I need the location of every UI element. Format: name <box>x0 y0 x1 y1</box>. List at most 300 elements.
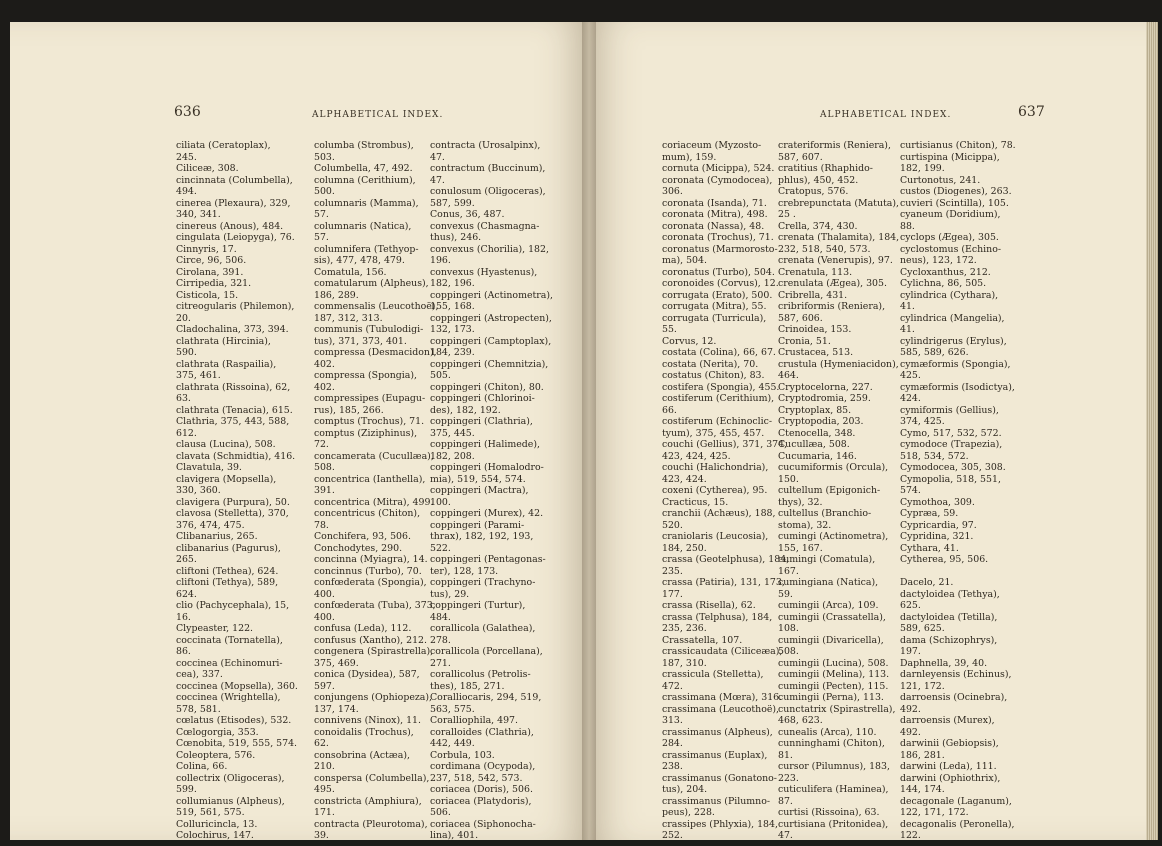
index-entry: Cymothoa, 309. <box>900 496 975 508</box>
index-entry: tus), 371, 373, 401. <box>314 335 407 347</box>
index-entry: lina), 401. <box>430 830 479 840</box>
index-entry: 587, 606. <box>778 312 823 324</box>
index-entry: crassimanus (Gonatono- <box>662 772 777 784</box>
index-entry: ciliata (Ceratoplax), <box>176 140 271 151</box>
index-entry: coxeni (Cytherea), 95. <box>662 485 768 496</box>
index-entry: stoma), 32. <box>778 519 832 531</box>
index-entry: 177. <box>662 588 683 600</box>
index-entry: clibanarius (Pagurus), <box>176 542 281 554</box>
index-entry: 402. <box>314 381 335 393</box>
index-entry: columnaris (Mamma), <box>314 197 419 209</box>
index-entry: 122, 171, 172. <box>900 807 969 818</box>
index-entry: 238. <box>662 761 683 772</box>
index-entry: Cypridina, 321. <box>900 531 974 542</box>
index-entry: craniolaris (Leucosia), <box>662 531 769 542</box>
page-number: 637 <box>1018 104 1045 120</box>
index-entry: 62. <box>314 738 329 749</box>
index-entry: coppingeri (Actinometra), <box>430 289 553 301</box>
index-column <box>176 140 298 840</box>
running-header: ALPHABETICAL INDEX. <box>312 110 444 120</box>
index-entry: 585, 589, 626. <box>900 347 969 358</box>
index-entry: concinna (Myiagra), 14. <box>314 554 428 565</box>
index-entry: crassa (Risella), 62. <box>662 600 756 611</box>
index-entry: cymodoce (Trapezia), <box>900 439 1003 450</box>
index-entry: cincinnata (Columbella), <box>176 174 293 186</box>
index-entry: 144, 174. <box>900 784 945 795</box>
index-entry: conspersa (Columbella), <box>314 772 430 784</box>
index-entry: 506. <box>430 807 451 818</box>
index-entry: Crustacea, 513. <box>778 347 854 358</box>
index-entry: corallicolus (Petrolis- <box>430 669 531 680</box>
index-entry: Coralliocaris, 294, 519, <box>430 692 542 703</box>
index-entry: sis), 477, 478, 479. <box>314 255 405 266</box>
index-entry: 223. <box>778 772 799 784</box>
index-entry: 597. <box>314 680 335 692</box>
index-entry: 47. <box>430 174 445 186</box>
index-entry: 55. <box>662 324 677 335</box>
index-entry: clathrata (Rissoina), 62, <box>176 381 291 393</box>
index-entry: corallicola (Porcellana), <box>430 646 543 657</box>
index-entry: cuvieri (Scintilla), 105. <box>900 197 1009 209</box>
index-entry: 375, 469. <box>314 657 359 669</box>
index-entry: 182, 208. <box>430 450 475 462</box>
index-entry: coriacea (Siphonocha- <box>430 818 536 830</box>
index-entry: crassimanus (Pilumno- <box>662 795 771 807</box>
index-entry: tus), 29. <box>430 588 470 600</box>
index-entry: cursor (Pilumnus), 183, <box>778 761 890 772</box>
index-entry: 66. <box>662 404 677 416</box>
index-entry: comptus (Ziziphinus), <box>314 427 418 439</box>
index-entry: coronata (Isanda), 71. <box>662 197 767 209</box>
index-entry: coronata (Cymodocea), <box>662 174 773 186</box>
index-entry: coccinea (Wrightella), <box>176 692 281 703</box>
index-entry: coronata (Nassa), 48. <box>662 220 765 232</box>
index-entry: coriacea (Doris), 506. <box>430 784 533 795</box>
index-entry: 375, 461. <box>176 370 221 381</box>
index-entry: 508. <box>778 646 799 657</box>
index-entry: cucumiformis (Orcula), <box>778 462 889 473</box>
index-column <box>430 140 553 840</box>
index-entry: 182, 196. <box>430 278 475 289</box>
index-entry: cumingii (Divaricella), <box>778 634 884 646</box>
index-entry: 271. <box>430 657 451 669</box>
index-entry: 612. <box>176 427 197 439</box>
index-entry: 237, 518, 542, 573. <box>430 772 523 784</box>
index-entry: coppingeri (Astropecten), <box>430 312 552 324</box>
index-entry: coppingeri (Trachyno- <box>430 577 536 588</box>
book-gutter <box>582 22 596 840</box>
index-entry: confœderata (Spongia), <box>314 577 427 588</box>
index-entry: 245. <box>176 151 197 163</box>
index-entry: dama (Schizophrys), <box>900 634 998 646</box>
index-entry: columba (Strombus), <box>314 140 414 151</box>
index-entry: Cucumaria, 146. <box>778 450 857 462</box>
index-entry: 171. <box>314 807 335 818</box>
index-entry: Cronia, 51. <box>778 335 831 347</box>
index-entry: concamerata (Cucullæa), <box>314 450 434 462</box>
index-entry: crassimanus (Euplax), <box>662 749 768 761</box>
index-entry: concentricus (Chiton), <box>314 508 421 519</box>
index-entry: 100. <box>430 496 451 508</box>
index-entry: conica (Dysidea), 587, <box>314 669 420 680</box>
index-entry: crassa (Telphusa), 184, <box>662 611 773 623</box>
index-entry: 59. <box>778 588 793 600</box>
index-entry: contracta (Pleurotoma), <box>314 818 428 830</box>
index-entry: 57. <box>314 209 329 220</box>
index-entry: 25 . <box>778 209 796 220</box>
index-entry: crustula (Hymeniacidon), <box>778 358 899 370</box>
index-entry: Conchifera, 93, 506. <box>314 531 411 542</box>
index-entry: decagonale (Laganum), <box>900 795 1012 807</box>
index-entry: coppingeri (Chemnitzia), <box>430 358 549 370</box>
index-entry: 47. <box>430 151 445 163</box>
index-entry: crenata (Thalamita), 184, <box>778 232 900 243</box>
index-entry: Conus, 36, 487. <box>430 209 505 220</box>
index-entry: costiferum (Cerithium), <box>662 393 775 404</box>
index-entry: clavosa (Stelletta), 370, <box>176 508 289 519</box>
index-entry: thes), 185, 271. <box>430 680 505 692</box>
index-entry: costata (Nerita), 70. <box>662 358 759 370</box>
index-entry: collumianus (Alpheus), <box>176 795 285 807</box>
index-entry: 187, 312, 313. <box>314 312 383 324</box>
index-entry: compressipes (Eupagu- <box>314 393 426 404</box>
index-entry: cuticulifera (Haminea), <box>778 784 889 795</box>
index-entry: confusus (Xantho), 212. <box>314 634 427 646</box>
index-entry: citreogularis (Philemon), <box>176 301 295 312</box>
index-entry: Cirripedia, 321. <box>176 278 252 289</box>
index-entry: darnleyensis (Echinus), <box>900 669 1012 680</box>
index-entry: conulosum (Oligoceras), <box>430 186 546 197</box>
index-entry: clathrata (Hircinia), <box>176 335 271 347</box>
index-entry: 508. <box>314 462 335 473</box>
index-entry: columnaris (Natica), <box>314 220 412 232</box>
page-number: 636 <box>174 104 201 120</box>
index-entry: Cinnyris, 17. <box>176 243 237 255</box>
index-entry: mum), 159. <box>662 151 717 163</box>
index-entry: ter), 128, 173. <box>430 565 499 577</box>
index-entry: comatularum (Alpheus), <box>314 278 429 289</box>
index-entry: 376, 474, 475. <box>176 519 245 531</box>
index-entry: cranchii (Achæus), 188, <box>662 508 776 519</box>
index-entry: cyaneum (Doridium), <box>900 209 1001 220</box>
index-entry: 492. <box>900 703 921 715</box>
index-entry: Cucullæa, 508. <box>778 439 850 450</box>
index-entry: communis (Tubulodigi- <box>314 324 424 335</box>
index-entry: conoidalis (Trochus), <box>314 726 414 738</box>
index-entry: costatus (Chiton), 83. <box>662 370 765 381</box>
index-entry: Cirolana, 391. <box>176 266 244 278</box>
index-entry: costifera (Spongia), 455. <box>662 381 780 393</box>
index-entry: 197. <box>900 646 921 657</box>
index-entry: Ctenocella, 348. <box>778 427 856 439</box>
index-entry: cingulata (Leiopyga), 76. <box>176 232 295 243</box>
index-entry: darroensis (Murex), <box>900 715 995 726</box>
index-entry: curtisi (Rissoina), 63. <box>778 807 880 818</box>
index-entry: costata (Colina), 66, 67. <box>662 347 776 358</box>
index-entry: Clathria, 375, 443, 588, <box>176 416 290 427</box>
index-entry: 72. <box>314 439 329 450</box>
index-entry: couchi (Halichondria), <box>662 462 769 473</box>
book-spread <box>10 22 1158 840</box>
index-entry: Cratopus, 576. <box>778 186 849 197</box>
index-entry: Crella, 374, 430. <box>778 220 858 232</box>
index-entry: coppingeri (Parami- <box>430 519 525 531</box>
index-entry: 78. <box>314 519 329 531</box>
index-entry: 505. <box>430 370 451 381</box>
index-entry: coccinea (Mopsella), 360. <box>176 680 298 692</box>
index-entry: cyclops (Ægea), 305. <box>900 232 999 243</box>
index-entry: coppingeri (Camptoplax), <box>430 335 552 347</box>
index-entry: 306. <box>662 186 683 197</box>
index-entry: coriacea (Platydoris), <box>430 795 532 807</box>
index-entry: cornuta (Micippa), 524. <box>662 163 775 174</box>
index-entry: Colina, 66. <box>176 761 228 772</box>
index-entry: 132, 173. <box>430 324 475 335</box>
index-entry: 625. <box>900 600 921 611</box>
index-entry: clavigera (Mopsella), <box>176 473 277 485</box>
index-entry: cymæformis (Spongia), <box>900 358 1011 370</box>
index-entry: Curtonotus, 241. <box>900 174 981 186</box>
running-header: ALPHABETICAL INDEX. <box>820 110 952 120</box>
index-gap <box>900 566 1016 578</box>
index-entry: coccinea (Echinomuri- <box>176 657 283 669</box>
index-entry: 87. <box>778 795 793 807</box>
index-entry: cunninghami (Chiton), <box>778 738 885 749</box>
index-entry: 137, 174. <box>314 703 359 715</box>
index-entry: 86. <box>176 646 191 657</box>
index-entry: 492. <box>900 726 921 738</box>
index-entry: crenulata (Ægea), 305. <box>778 278 887 289</box>
index-entry: darwini (Leda), 111. <box>900 761 997 772</box>
index-entry: cliftoni (Tethya), 589, <box>176 577 279 588</box>
index-entry: 590. <box>176 347 197 358</box>
index-entry: coppingeri (Chlorinoi- <box>430 393 535 404</box>
index-entry: coronatus (Marmorosto- <box>662 243 778 255</box>
index-entry: Dacelo, 21. <box>900 577 954 588</box>
index-entry: confusa (Leda), 112. <box>314 623 412 634</box>
index-entry: darwinii (Gebiopsis), <box>900 738 999 749</box>
index-entry: cinereus (Anous), 484. <box>176 220 284 232</box>
index-entry: corallicola (Galathea), <box>430 623 536 634</box>
index-entry: 121, 172. <box>900 680 945 692</box>
index-entry: Cypricardia, 97. <box>900 519 977 531</box>
index-entry: thrax), 182, 192, 193, <box>430 531 534 542</box>
index-entry: 232, 518, 540, 573. <box>778 243 871 255</box>
index-entry: cumingi (Comatula), <box>778 554 876 565</box>
index-entry: crassicaudata (Ciliceæa), <box>662 646 783 657</box>
index-entry: 108. <box>778 623 799 634</box>
index-entry: Clypeaster, 122. <box>176 623 254 634</box>
index-entry: coppingeri (Turtur), <box>430 600 526 611</box>
index-entry: 155, 168. <box>430 301 475 312</box>
index-entry: constricta (Amphiura), <box>314 795 422 807</box>
index-entry: cumingii (Crassatella), <box>778 611 886 623</box>
index-entry: costiferum (Echinoclic- <box>662 416 773 427</box>
index-entry: confœderata (Tuba), 373, <box>314 600 436 611</box>
index-entry: Comatula, 156. <box>314 266 387 278</box>
index-entry: conjungens (Ophiopeza), <box>314 692 433 703</box>
index-entry: cultellum (Epigonich- <box>778 485 881 496</box>
index-entry: cratitius (Rhaphido- <box>778 163 873 174</box>
index-entry: 500. <box>314 186 335 197</box>
index-entry: crateriformis (Reniera), <box>778 140 891 151</box>
index-entry: crassipes (Phlyxia), 184, <box>662 818 778 830</box>
index-entry: cribriformis (Reniera), <box>778 301 886 312</box>
index-entry: Crassatella, 107. <box>662 634 743 646</box>
index-entry: clathrata (Tenacia), 615. <box>176 404 293 416</box>
index-entry: 574. <box>900 485 921 496</box>
index-entry: cymæformis (Isodictya), <box>900 381 1015 393</box>
index-entry: cyclostomus (Echino- <box>900 243 1002 255</box>
index-entry: Circe, 96, 506. <box>176 255 247 266</box>
index-entry: 472. <box>662 680 683 692</box>
index-entry: cylindrigerus (Erylus), <box>900 335 1007 347</box>
page-edges-right <box>1146 22 1158 840</box>
index-entry: concinnus (Turbo), 70. <box>314 565 422 577</box>
index-entry: coppingeri (Mactra), <box>430 485 529 496</box>
index-entry: 375, 445. <box>430 427 475 439</box>
index-entry: convexus (Hyastenus), <box>430 266 538 278</box>
index-entry: coccinata (Tornatella), <box>176 634 283 646</box>
index-entry: Cisticola, 15. <box>176 289 239 301</box>
index-entry: phlus), 450, 452. <box>778 174 859 186</box>
index-entry: 20. <box>176 312 191 324</box>
index-entry: convexus (Chasmagna- <box>430 220 540 232</box>
index-entry: Cœlogorgia, 353. <box>176 726 259 738</box>
index-entry: 494. <box>176 186 197 197</box>
index-entry: 520. <box>662 519 683 531</box>
index-entry: Cryptopodia, 203. <box>778 416 864 427</box>
index-column <box>778 140 899 840</box>
index-entry: 47. <box>778 830 793 840</box>
index-entry: connivens (Ninox), 11. <box>314 715 421 726</box>
index-entry: Cryptocelorna, 227. <box>778 381 873 393</box>
index-entry: clausa (Lucina), 508. <box>176 439 276 450</box>
index-entry: 81. <box>778 749 793 761</box>
index-entry: 88. <box>900 220 915 232</box>
index-entry: 468, 623. <box>778 715 823 726</box>
index-entry: 423, 424, 425. <box>662 450 731 462</box>
index-entry: 442, 449. <box>430 738 475 749</box>
index-entry: Cymo, 517, 532, 572. <box>900 427 1002 439</box>
index-entry: cymiformis (Gellius), <box>900 404 999 416</box>
index-entry: clavigera (Purpura), 50. <box>176 496 290 508</box>
index-entry: 122. <box>900 830 921 840</box>
index-entry: corrugata (Mitra), 55. <box>662 301 767 312</box>
index-entry: coralloides (Clathria), <box>430 726 534 738</box>
index-entry: 184, 250. <box>662 542 707 554</box>
index-entry: tus), 204. <box>662 784 708 795</box>
index-entry: corrugata (Turricula), <box>662 312 767 324</box>
index-entry: cliftoni (Tethea), 624. <box>176 565 279 577</box>
index-entry: cordimana (Ocypoda), <box>430 761 536 772</box>
index-entry: Cymopolia, 518, 551, <box>900 473 1001 485</box>
index-entry: crassa (Patiria), 131, 173, <box>662 577 785 588</box>
index-entry: concentrica (Mitra), 499. <box>314 496 434 508</box>
index-entry: cylindrica (Cythara), <box>900 289 999 301</box>
index-entry: 374, 425. <box>900 416 945 427</box>
index-entry: Coralliophila, 497. <box>430 715 518 726</box>
index-entry: neus), 123, 172. <box>900 255 977 266</box>
index-entry: Clavatula, 39. <box>176 462 242 473</box>
index-entry: clavata (Schmidtia), 416. <box>176 450 296 462</box>
index-entry: coronata (Mitra), 498. <box>662 209 768 220</box>
index-entry: 187, 310. <box>662 657 707 669</box>
index-entry: Cycloxanthus, 212. <box>900 266 991 278</box>
index-entry: 423, 424. <box>662 473 707 485</box>
index-entry: collectrix (Oligoceras), <box>176 772 285 784</box>
index-entry: cinerea (Plexaura), 329, <box>176 197 291 209</box>
index-entry: 210. <box>314 761 335 772</box>
index-entry: 519, 561, 575. <box>176 807 245 818</box>
index-entry: 186, 281. <box>900 749 945 761</box>
index-entry: 265. <box>176 554 197 565</box>
index-entry: mia), 519, 554, 574. <box>430 473 526 485</box>
index-entry: clathrata (Raspailia), <box>176 358 277 370</box>
index-entry: columna (Cerithium), <box>314 174 416 186</box>
index-entry: crassimana (Mœra), 316. <box>662 692 783 703</box>
index-entry: 284. <box>662 738 683 749</box>
index-entry: Ciliceæ, 308. <box>176 163 239 174</box>
index-entry: contracta (Urosalpinx), <box>430 140 541 151</box>
index-entry: 16. <box>176 611 191 623</box>
index-entry: ma), 504. <box>662 255 707 266</box>
index-entry: Cryptodromia, 259. <box>778 393 871 404</box>
index-entry: clio (Pachycephala), 15, <box>176 600 290 611</box>
index-column <box>900 140 1016 840</box>
index-entry: 484. <box>430 611 451 623</box>
index-entry: 330, 360. <box>176 485 221 496</box>
index-entry: 182, 199. <box>900 163 945 174</box>
index-entry: 63. <box>176 393 191 404</box>
index-entry: Clibanarius, 265. <box>176 531 258 542</box>
index-entry: cumingiana (Natica), <box>778 577 879 588</box>
index-entry: 340, 341. <box>176 209 221 220</box>
index-column <box>314 140 438 840</box>
index-entry: 400. <box>314 588 335 600</box>
index-entry: Cythara, 41. <box>900 542 959 554</box>
index-entry: 252. <box>662 830 683 840</box>
index-entry: coppingeri (Murex), 42. <box>430 508 544 519</box>
index-entry: contractum (Buccinum), <box>430 163 546 174</box>
index-entry: 424. <box>900 393 921 404</box>
index-entry: Columbella, 47, 492. <box>314 163 413 174</box>
index-entry: cumingii (Perna), 113. <box>778 692 884 703</box>
index-entry: darwini (Ophiothrix), <box>900 772 1001 784</box>
index-entry: 518, 534, 572. <box>900 450 969 462</box>
index-entry: coppingeri (Clathria), <box>430 416 533 427</box>
index-entry: coriaceum (Myzosto- <box>662 140 762 151</box>
index-entry: 235. <box>662 565 683 577</box>
index-entry: cunealis (Arca), 110. <box>778 726 877 738</box>
index-entry: 624. <box>176 588 197 600</box>
index-entry: custos (Diogenes), 263. <box>900 186 1012 197</box>
index-entry: Cytherea, 95, 506. <box>900 554 989 565</box>
index-entry: dactyloidea (Tetilla), <box>900 611 998 623</box>
index-entry: Crenatula, 113. <box>778 266 853 278</box>
index-entry: Corbula, 103. <box>430 749 495 761</box>
index-entry: 522. <box>430 542 451 554</box>
index-entry: 503. <box>314 151 335 163</box>
left-page <box>10 22 588 840</box>
index-entry: 587, 607. <box>778 151 823 163</box>
index-entry: cumingii (Arca), 109. <box>778 600 879 611</box>
index-entry: 155, 167. <box>778 542 823 554</box>
index-entry: Cryptoplax, 85. <box>778 404 852 416</box>
index-entry: Coleoptera, 576. <box>176 749 256 761</box>
index-entry: coronoides (Corvus), 12. <box>662 278 779 289</box>
index-entry: curtisianus (Chiton), 78. <box>900 140 1016 151</box>
